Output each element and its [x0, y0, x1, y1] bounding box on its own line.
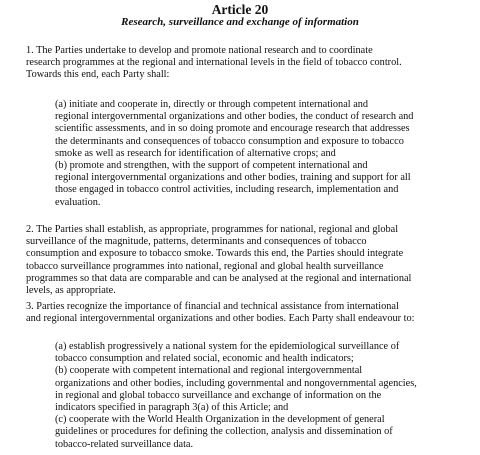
paragraph-2 — [26, 224, 411, 297]
text-line: organizations and other bodies, including governmental and nongovernmental agencies, — [55, 377, 417, 389]
text-line: (a) initiate and cooperate in, directly or through competent international and — [55, 99, 369, 110]
article-subtitle: Research, surveillance and exchange of information — [121, 16, 359, 28]
paragraph-3 — [26, 301, 415, 325]
text-line: consumption and exposure to tobacco smoke. Towards this end, the Parties should integrate — [26, 248, 404, 260]
paragraph-1-items — [55, 99, 413, 209]
text-line: 2. The Parties shall establish, as appropriate, programmes for national, regional and global — [26, 224, 399, 235]
text-line: regional intergovernmental organizations and other bodies, the conduct of research and — [55, 111, 414, 123]
text-line: (b) cooperate with competent international and regional intergovernmental — [55, 365, 363, 377]
text-line: 3. Parties recognize the importance of financial and technical assistance from international — [26, 301, 399, 312]
text-line: tobacco surveillance programmes into national, regional and global health surveillance — [26, 260, 384, 272]
text-line: surveillance of the magnitude, patterns, determinants and consequences of tobacco — [26, 236, 367, 248]
text-line: tobacco consumption and related social, economic and health indicators; — [55, 353, 354, 365]
article-title: Article 20 — [211, 2, 269, 17]
text-line: Towards this end, each Party shall: — [26, 69, 170, 81]
text-line: evaluation. — [55, 196, 101, 208]
paragraph-1 — [26, 45, 402, 82]
text-line: 1. The Parties undertake to develop and promote national research and to coordinate — [26, 45, 373, 56]
text-line: (a) establish progressively a national system for the epidemiological surveillance of — [55, 341, 400, 352]
text-line: indicators specified in paragraph 3(a) of this Article; and — [55, 401, 289, 413]
text-line: programmes so that data are comparable and can be analysed at the regional and international — [26, 272, 412, 284]
text-line: (b) promote and strengthen, with the support of competent international and — [55, 159, 368, 171]
text-line: in regional and global tobacco surveillance and exchange of information on the — [55, 389, 382, 401]
text-line: research programmes at the regional and international levels in the field of tobacco control. — [26, 57, 402, 69]
text-line: levels, as appropriate. — [26, 284, 116, 296]
paragraph-3-items — [55, 341, 417, 451]
text-line: those engaged in tobacco control activities, including research, implementation and — [55, 184, 399, 196]
text-line: smoke as well as research for identification of alternative crops; and — [55, 147, 336, 159]
text-line: and regional intergovernmental organizations and other bodies. Each Party shall endeavour to: — [26, 313, 415, 325]
text-line: the determinants and consequences of tobacco consumption and exposure to tobacco — [55, 135, 404, 147]
text-line: tobacco-related surveillance data. — [55, 438, 194, 450]
text-line: regional intergovernmental organizations and other bodies, training and support for all — [55, 172, 411, 184]
text-line: (c) cooperate with the World Health Organization in the development of general — [55, 414, 385, 426]
text-line: scientific assessments, and in so doing promote and encourage research that addresses — [55, 123, 410, 135]
text-line: guidelines or procedures for defining the collection, analysis and dissemination of — [55, 426, 393, 438]
